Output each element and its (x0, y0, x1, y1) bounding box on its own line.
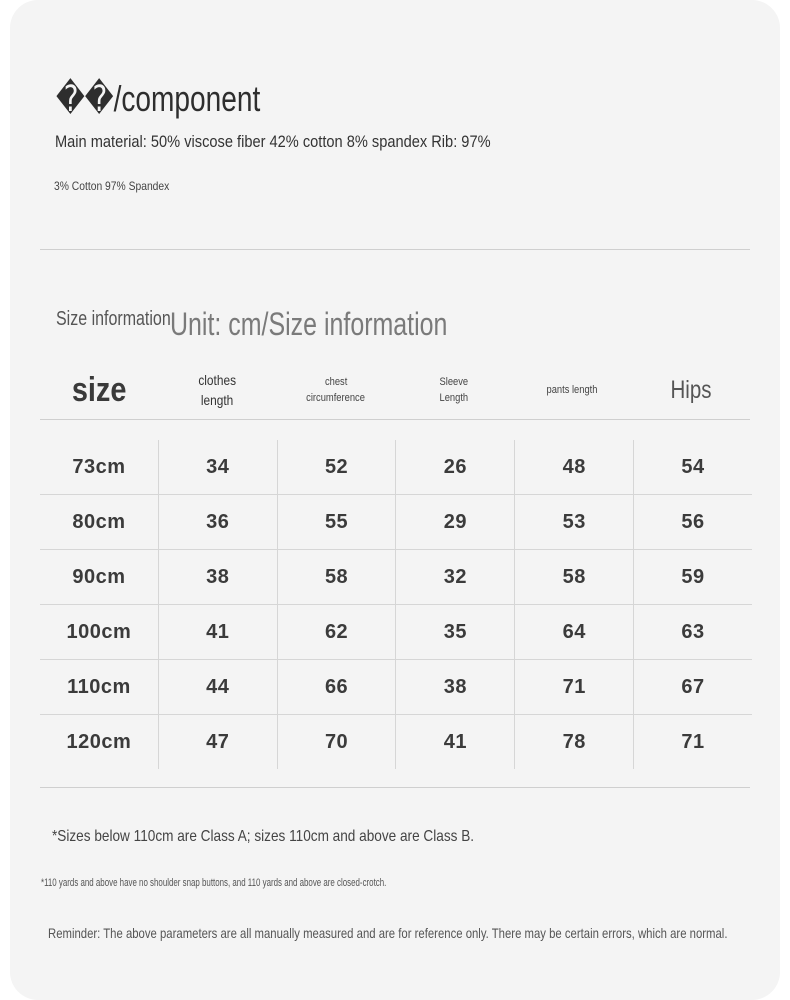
measurement-cell: 63 (681, 620, 705, 643)
measurement-cell: 58 (515, 550, 634, 604)
unit-title: Unit: cm/Size information (170, 306, 448, 342)
header-size: size (71, 370, 127, 409)
measurement-cell: 26 (396, 440, 515, 494)
measurement-reminder: Reminder: The above parameters are all manually measured and are for reference only. There may be certain errors, which are normal. (48, 925, 728, 941)
measurement-cell: 35 (396, 605, 515, 659)
table-row (40, 605, 752, 660)
header-clothes-length: clothes length (198, 372, 236, 408)
size-cell: 90cm (40, 550, 159, 604)
measurement-cell: 70 (278, 715, 397, 769)
header-pants-length: pants length (546, 384, 598, 396)
measurement-cell: 29 (396, 495, 515, 549)
size-info-label: Size information (56, 308, 171, 330)
measurement-cell: 41 (396, 715, 515, 769)
divider (40, 787, 750, 788)
header-divider (40, 419, 750, 420)
divider (40, 249, 750, 250)
measurement-cell: 58 (278, 550, 397, 604)
measurement-cell: 48 (515, 440, 634, 494)
header-hips: Hips (670, 375, 712, 404)
measurement-cell: 59 (681, 565, 705, 588)
measurement-cell: 78 (515, 715, 634, 769)
measurement-cell: 56 (681, 510, 705, 533)
table-row (40, 550, 752, 605)
snap-button-note: *110 yards and above have no shoulder snap buttons, and 110 yards and above are closed-crotch. (41, 877, 387, 889)
material-description: Main material: 50% viscose fiber 42% cotton 8% spandex Rib: 97% (55, 132, 491, 151)
table-row (40, 495, 752, 550)
size-table (40, 440, 752, 769)
table-row (40, 660, 752, 715)
material-description-rib: 3% Cotton 97% Spandex (54, 179, 170, 193)
measurement-cell: 62 (278, 605, 397, 659)
measurement-cell: 71 (515, 660, 634, 714)
measurement-cell: 52 (278, 440, 397, 494)
measurement-cell: 36 (159, 495, 278, 549)
measurement-cell: 71 (681, 730, 705, 753)
size-cell: 73cm (40, 440, 159, 494)
measurement-cell: 64 (515, 605, 634, 659)
measurement-cell: 67 (681, 675, 705, 698)
measurement-cell: 47 (159, 715, 278, 769)
measurement-cell: 53 (515, 495, 634, 549)
size-cell: 100cm (40, 605, 159, 659)
measurement-cell: 34 (159, 440, 278, 494)
measurement-cell: 38 (396, 660, 515, 714)
measurement-cell: 32 (396, 550, 515, 604)
measurement-cell: 66 (278, 660, 397, 714)
class-note: *Sizes below 110cm are Class A; sizes 110cm and above are Class B. (52, 828, 475, 845)
table-row (40, 715, 752, 769)
measurement-cell: 55 (278, 495, 397, 549)
measurement-cell: 54 (681, 455, 705, 478)
measurement-cell: 38 (159, 550, 278, 604)
header-sleeve-length: Sleeve Length (439, 376, 469, 404)
size-cell: 120cm (40, 715, 159, 769)
measurement-cell: 41 (159, 605, 278, 659)
size-cell: 80cm (40, 495, 159, 549)
page-title: ��/component (56, 78, 261, 119)
header-chest-circumference: chest circumference (306, 376, 366, 404)
measurement-cell: 44 (159, 660, 278, 714)
table-row (40, 440, 752, 495)
size-cell: 110cm (40, 660, 159, 714)
